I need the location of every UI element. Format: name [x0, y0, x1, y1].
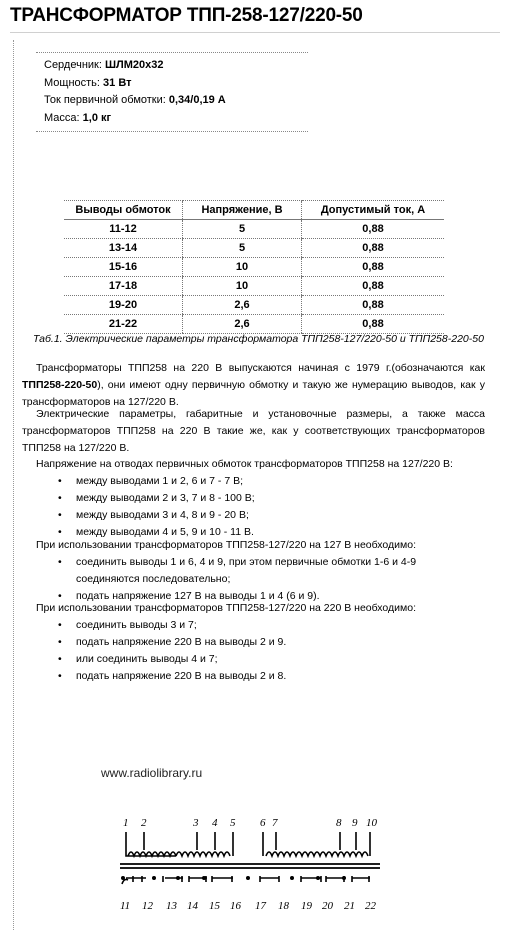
list-item: • между выводами 2 и 3, 7 и 8 - 100 В; [52, 490, 472, 507]
spec-label: Мощность: [44, 76, 104, 89]
spec-label: Сердечник: [44, 59, 105, 71]
bottom-pin-label: 19 [301, 900, 312, 912]
table-cell: 0,88 [302, 220, 445, 239]
top-pin-label: 10 [366, 817, 377, 829]
table-cell: 10 [183, 258, 302, 277]
table-row [64, 296, 444, 315]
list-item: • или соединить выводы 4 и 7; [52, 651, 472, 668]
section-heading-220v: При использовании трансформаторов ТПП258-127/220 на 220 В необходимо: [36, 602, 417, 614]
primary-winding-2 [263, 832, 370, 856]
content-left-border [13, 40, 14, 930]
top-pin-label: 1 [123, 817, 129, 829]
spec-core [36, 57, 308, 75]
top-pin-label: 9 [352, 817, 358, 829]
bottom-pin-label: 21 [344, 900, 355, 912]
list-item: • подать напряжение 127 В на выводы 1 и 4 (6 и 9). [52, 588, 472, 605]
paragraph-text: ), они имеют одну первичную обмотку и такую же нумерацию выводов, как у трансформаторов на 127/220 В. [22, 379, 485, 408]
website-watermark: www.radiolibrary.ru [101, 766, 203, 780]
title-divider [10, 32, 500, 33]
bottom-pin-label: 22 [365, 900, 376, 912]
table-cell: 11-12 [64, 220, 183, 239]
bottom-pin-label: 18 [278, 900, 289, 912]
table-cell: 19-20 [64, 296, 183, 315]
top-pin-label: 4 [212, 817, 218, 829]
top-pin-label: 6 [260, 817, 266, 829]
bottom-pin-label: 17 [255, 900, 266, 912]
spec-label: Ток первичной обмотки: [44, 94, 169, 106]
bottom-pin-label: 14 [187, 900, 198, 912]
top-pin-label: 3 [193, 817, 199, 829]
table-header-row [64, 201, 444, 220]
list-item: • соединить выводы 1 и 6, 4 и 9, при этом первичные обмотки 1-6 и 4-9 соединяются последовательно; [52, 554, 472, 588]
table-cell: 2,6 [183, 296, 302, 315]
spec-value: 0,34/0,19 А [168, 94, 226, 106]
column-header: Выводы обмоток [64, 201, 183, 220]
table-cell: 13-14 [64, 239, 183, 258]
spec-power [36, 75, 308, 93]
list-220v [52, 617, 472, 685]
spec-value: ШЛМ20х32 [104, 59, 164, 71]
table-row [64, 258, 444, 277]
table-cell: 15-16 [64, 258, 183, 277]
top-pin-label: 7 [272, 817, 278, 829]
list-item: • между выводами 1 и 2, 6 и 7 - 7 В; [52, 473, 472, 490]
table-cell: 0,88 [302, 239, 445, 258]
table-row [64, 220, 444, 239]
table-row [64, 315, 444, 334]
table-cell: 2,6 [183, 315, 302, 334]
list-item: • соединить выводы 3 и 7; [52, 617, 472, 634]
section-heading-taps: Напряжение на отводах первичных обмоток трансформаторов ТПП258 на 127/220 В: [36, 458, 453, 470]
column-header: Допустимый ток, А [302, 201, 445, 220]
list-item: • подать напряжение 220 В на выводы 2 и 9. [52, 634, 472, 651]
bottom-pin-label: 16 [230, 900, 241, 912]
primary-winding-1 [126, 832, 233, 856]
page-title: ТРАНСФОРМАТОР ТПП-258-127/220-50 [10, 5, 363, 26]
table-cell: 10 [183, 277, 302, 296]
column-header: Напряжение, В [183, 201, 302, 220]
paragraph-text: Трансформаторы ТПП258 на 220 В выпускаются начиная с 1979 г.(обозначаются как [36, 362, 485, 374]
table-row [64, 239, 444, 258]
table-caption: Таб.1. Электрические параметры трансформатора ТПП258-127/220-50 и ТПП258-220-50 [33, 333, 484, 345]
section-heading-127v: При использовании трансформаторов ТПП258-127/220 на 127 В необходимо: [36, 539, 417, 551]
bottom-pin-label: 11 [120, 900, 131, 912]
table-cell: 0,88 [302, 315, 445, 334]
paragraph-params: Электрические параметры, габаритные и установочные размеры, а также масса трансформаторов ТПП258 на 220 В такие же, как у соответствующих трансформаторов ТПП258 на 127/220 В. [22, 408, 485, 454]
list-item: • между выводами 4 и 5, 9 и 10 - 11 В. [52, 524, 472, 541]
table-cell: 21-22 [64, 315, 183, 334]
table-row [64, 277, 444, 296]
table-cell: 0,88 [302, 296, 445, 315]
top-pin-label: 5 [230, 817, 236, 829]
list-taps [52, 473, 472, 541]
top-pin-label: 2 [141, 817, 147, 829]
paragraph-bold-text: ТПП258-220-50 [22, 379, 98, 391]
table-cell: 17-18 [64, 277, 183, 296]
spec-label: Масса: [44, 111, 83, 124]
table-cell: 5 [183, 239, 302, 258]
list-item: • подать напряжение 220 В на выводы 2 и 8. [52, 668, 472, 685]
bottom-pin-label: 15 [209, 900, 220, 912]
spec-value: 1,0 кг [82, 111, 112, 124]
secondary-windings [122, 876, 370, 884]
spec-value: 31 Вт [103, 76, 132, 89]
bottom-pin-label: 13 [166, 900, 177, 912]
list-127v [52, 554, 472, 605]
list-item: • между выводами 3 и 4, 8 и 9 - 20 В; [52, 507, 472, 524]
winding-schematic [108, 812, 388, 912]
paragraph-intro [22, 360, 485, 411]
spec-mass [36, 110, 308, 128]
table-cell: 0,88 [302, 258, 445, 277]
bottom-pin-label: 20 [322, 900, 333, 912]
spec-current [36, 92, 308, 110]
table-cell: 5 [183, 220, 302, 239]
table-cell: 0,88 [302, 277, 445, 296]
bottom-pin-label: 12 [142, 900, 153, 912]
parameters-table [64, 200, 444, 334]
top-pin-label: 8 [336, 817, 342, 829]
specs-block [36, 52, 308, 132]
